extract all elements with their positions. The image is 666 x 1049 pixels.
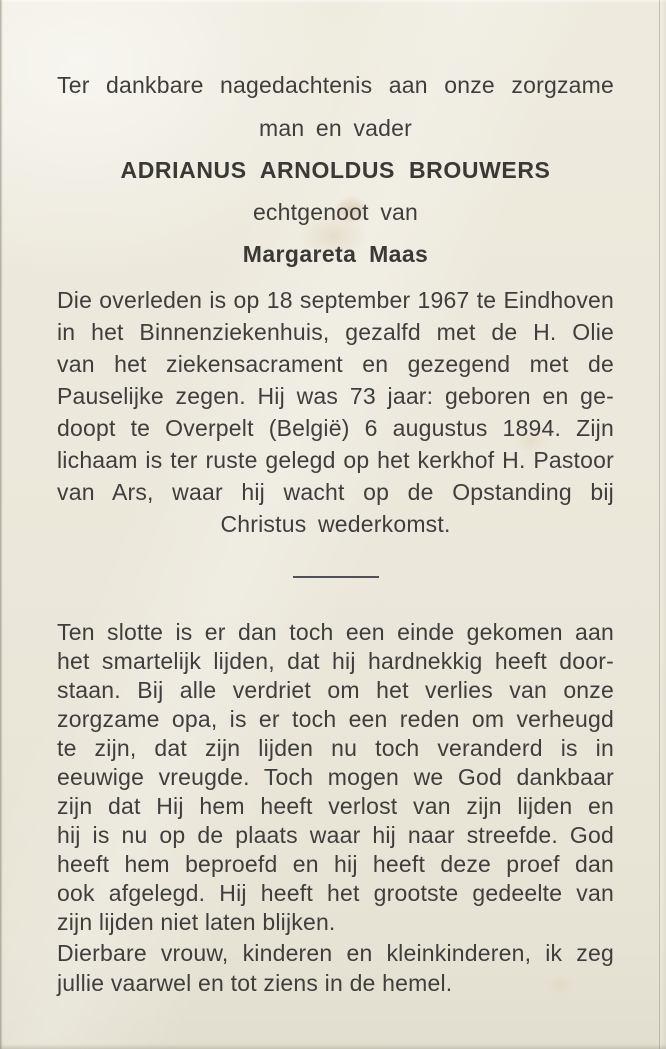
text-line: lichaam is ter ruste gelegd op het kerkhof H. Pastoor: [57, 447, 614, 473]
spouse-name: Margareta Maas: [242, 241, 429, 267]
text-line: van het ziekensacrament en gezegend met de: [57, 351, 614, 377]
tribute-paragraph: [57, 618, 614, 937]
text-line: het smartelijk lijden, dat hij hardnekkig heeft door-: [57, 648, 614, 674]
paper-edge-bottom: [0, 1044, 666, 1049]
text-line: doopt te Overpelt (België) 6 augustus 1894. Zijn: [57, 415, 614, 441]
text-line: staan. Bij alle verdriet om het verlies van onze: [57, 677, 614, 703]
intro-line: Ter dankbare nagedachtenis aan onze zorgzame: [57, 72, 614, 98]
text-line: Christus wederkomst.: [220, 511, 451, 537]
text-line: Ten slotte is er dan toch een einde gekomen aan: [57, 619, 614, 645]
text-line: ook afgelegd. Hij heeft het grootste gedeelte van: [57, 880, 614, 906]
text-line: in het Binnenziekenhuis, gezalfd met de H. Olie: [57, 319, 614, 345]
text-line: zijn lijden niet laten blijken.: [57, 909, 336, 935]
farewell-paragraph: [57, 938, 614, 998]
text-line: te zijn, dat zijn lijden nu toch veranderd is in: [57, 735, 614, 761]
text-line: zijn dat Hij hem heeft verlost van zijn lijden en: [57, 793, 614, 819]
deceased-name: ADRIANUS ARNOLDUS BROUWERS: [120, 157, 551, 183]
text-line: zorgzame opa, is er toch een reden om verheugd: [57, 706, 614, 732]
text-line: Dierbare vrouw, kinderen en kleinkinderen, ik zeg: [57, 940, 614, 966]
text-line: Die overleden is op 18 september 1967 te Eindhoven: [57, 287, 614, 313]
text-line: eeuwige vreugde. Toch mogen we God dankbaar: [57, 764, 614, 790]
text-line: van Ars, waar hij wacht op de Opstanding bij: [57, 479, 614, 505]
text-line: heeft hem beproefd en hij heeft deze proef dan: [57, 851, 614, 877]
relation-line: man en vader: [258, 115, 413, 141]
section-divider: [293, 576, 379, 578]
spouse-label: echtgenoot van: [252, 199, 419, 225]
text-line: hij is nu op de plaats waar hij naar streefde. God: [57, 822, 614, 848]
text-line: jullie vaarwel en tot ziens in de hemel.: [57, 970, 453, 996]
obituary-paragraph: [57, 284, 614, 540]
text-line: Pauselijke zegen. Hij was 73 jaar: geboren en ge-: [57, 383, 614, 409]
